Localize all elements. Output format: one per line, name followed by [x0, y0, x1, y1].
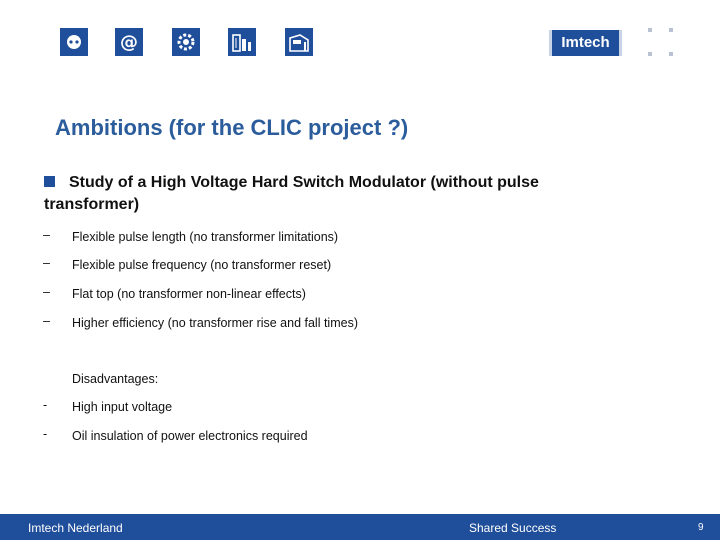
decor-dot	[669, 28, 673, 32]
footer-bar	[0, 514, 720, 540]
main-bullet-text: Study of a High Voltage Hard Switch Modulator (without pulse transformer)	[44, 174, 539, 213]
hyphen-marker: -	[43, 398, 48, 412]
factory-icon	[285, 28, 313, 56]
imtech-logo: Imtech	[549, 30, 622, 56]
decor-dot	[669, 52, 673, 56]
advantage-item: Flexible pulse length (no transformer limitations)	[72, 230, 339, 244]
advantage-item: Flexible pulse frequency (no transformer reset)	[72, 258, 332, 272]
at-sign-icon	[115, 28, 143, 56]
footer-slogan: Shared Success	[469, 521, 557, 535]
decor-dot	[648, 28, 652, 32]
square-bullet-icon	[44, 176, 55, 187]
advantage-item: Higher efficiency (no transformer rise and fall times)	[72, 316, 358, 330]
disadvantage-item: Oil insulation of power electronics required	[72, 429, 308, 443]
gear-icon	[172, 28, 200, 56]
dash-marker: –	[43, 256, 50, 270]
decor-dot	[648, 52, 652, 56]
plug-icon	[60, 28, 88, 56]
dash-marker: –	[43, 285, 50, 299]
building-icon	[228, 28, 256, 56]
hyphen-marker: -	[43, 427, 48, 441]
footer-company: Imtech Nederland	[28, 521, 123, 535]
dash-marker: –	[43, 228, 50, 242]
page-number: 9	[698, 522, 704, 533]
disadvantage-item: High input voltage	[72, 400, 173, 414]
advantage-item: Flat top (no transformer non-linear effects)	[72, 287, 306, 301]
svg-text:@: @	[120, 32, 138, 53]
slide-title: Ambitions (for the CLIC project ?)	[55, 115, 409, 140]
main-bullet	[44, 172, 604, 216]
disadvantages-label: Disadvantages:	[72, 372, 159, 386]
dash-marker: –	[43, 314, 50, 328]
